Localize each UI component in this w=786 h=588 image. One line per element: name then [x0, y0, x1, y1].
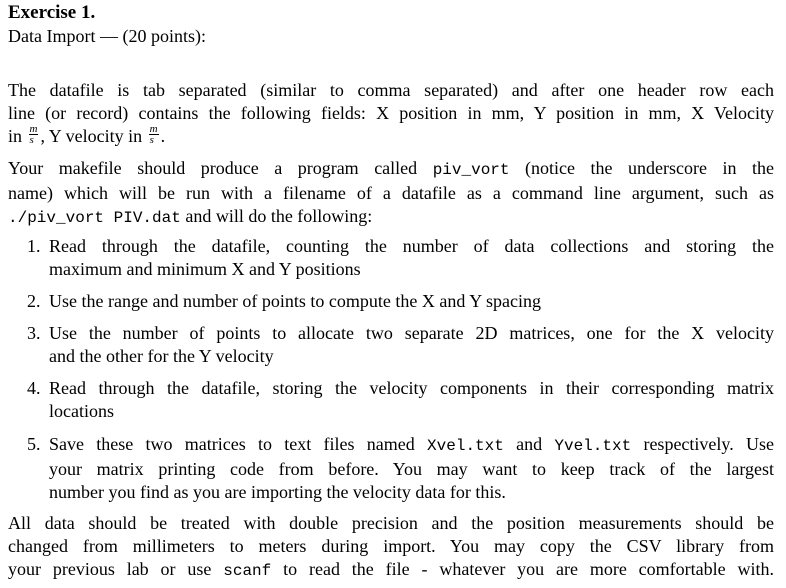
- step-4-number: 4.: [27, 378, 41, 398]
- step-5-line-2: your matrix printing code from before. You may want to keep track of the largest: [49, 459, 774, 479]
- intro-y-velocity-text: , Y velocity in: [40, 126, 143, 146]
- fraction-numerator-2: m: [149, 123, 158, 136]
- closing-line-1: All data should be treated with double precision and the position measurements should be: [8, 513, 774, 533]
- step-2-number: 2.: [27, 291, 41, 311]
- xvel-filename-code: Xvel.txt: [427, 437, 504, 455]
- example-command-code: ./piv_vort PIV.dat: [8, 209, 181, 227]
- closing-line-3-start: your previous lab or use: [8, 559, 212, 579]
- step-1-body: [49, 235, 774, 281]
- intro-line-3: [8, 125, 774, 148]
- intro-in-text: in: [8, 126, 23, 146]
- step-5-number: 5.: [27, 434, 41, 454]
- makefile-line-3-end: and will do the following:: [185, 206, 373, 226]
- step-5-and: and: [516, 434, 543, 454]
- step-3-body: [49, 322, 774, 368]
- closing-paragraph: [8, 512, 774, 583]
- closing-line-3: [8, 558, 774, 583]
- step-2-body: [49, 290, 774, 313]
- intro-line-2: line (or record) contains the following fields: X position in mm, Y position in mm, X Velocity: [8, 103, 774, 123]
- fraction-numerator: m: [29, 123, 38, 136]
- meters-per-second-fraction: [29, 124, 39, 145]
- closing-line-3-end: to read the file - whatever you are more comfortable with.: [283, 559, 775, 579]
- step-3-line-1: Use the number of points to allocate two separate 2D matrices, one for the X velocity: [49, 323, 774, 343]
- program-name-code: piv_vort: [432, 161, 510, 179]
- fraction-denominator: s: [29, 134, 34, 147]
- step-3-number: 3.: [27, 323, 41, 343]
- scanf-code: scanf: [223, 562, 272, 580]
- makefile-line-3: [8, 205, 774, 230]
- intro-paragraph: [8, 79, 774, 148]
- step-4-line-2: locations: [49, 401, 114, 421]
- makefile-line-1-end: (notice the underscore in the: [525, 158, 774, 178]
- step-5-line-1: [49, 433, 774, 458]
- step-1-line-2: maximum and minimum X and Y positions: [49, 259, 361, 279]
- step-4-line-1: Read through the datafile, storing the velocity components in their corresponding matrix: [49, 378, 774, 398]
- fraction-denominator-2: s: [149, 134, 154, 147]
- step-4-body: [49, 377, 774, 423]
- step-1-number: 1.: [27, 236, 41, 256]
- step-5-line-1-start: Save these two matrices to text files named: [49, 434, 415, 454]
- closing-line-2: changed from millimeters to meters during import. You may copy the CSV library from: [8, 536, 774, 556]
- intro-period: .: [160, 126, 166, 146]
- exercise-title: Exercise 1.: [8, 2, 96, 23]
- exercise-subtitle: Data Import — (20 points):: [8, 26, 206, 46]
- step-5-line-1-end: respectively. Use: [643, 434, 775, 454]
- step-5-line-3: number you find as you are importing the velocity data for this.: [49, 482, 506, 502]
- yvel-filename-code: Yvel.txt: [554, 437, 632, 455]
- makefile-line-1-start: Your makefile should produce a program called: [8, 158, 418, 178]
- intro-line-1: The datafile is tab separated (similar to comma separated) and after one header row each: [8, 80, 774, 100]
- step-1-line-1: Read through the datafile, counting the number of data collections and storing the: [49, 236, 774, 256]
- makefile-line-1: [8, 157, 774, 182]
- meters-per-second-fraction-2: [149, 124, 159, 145]
- step-5-body: [49, 433, 774, 504]
- makefile-line-2: name) which will be run with a filename of a datafile as a command line argument, such as: [8, 183, 774, 203]
- step-2-line-1: Use the range and number of points to compute the X and Y spacing: [49, 291, 542, 311]
- step-3-line-2: and the other for the Y velocity: [49, 346, 274, 366]
- makefile-paragraph: [8, 157, 774, 230]
